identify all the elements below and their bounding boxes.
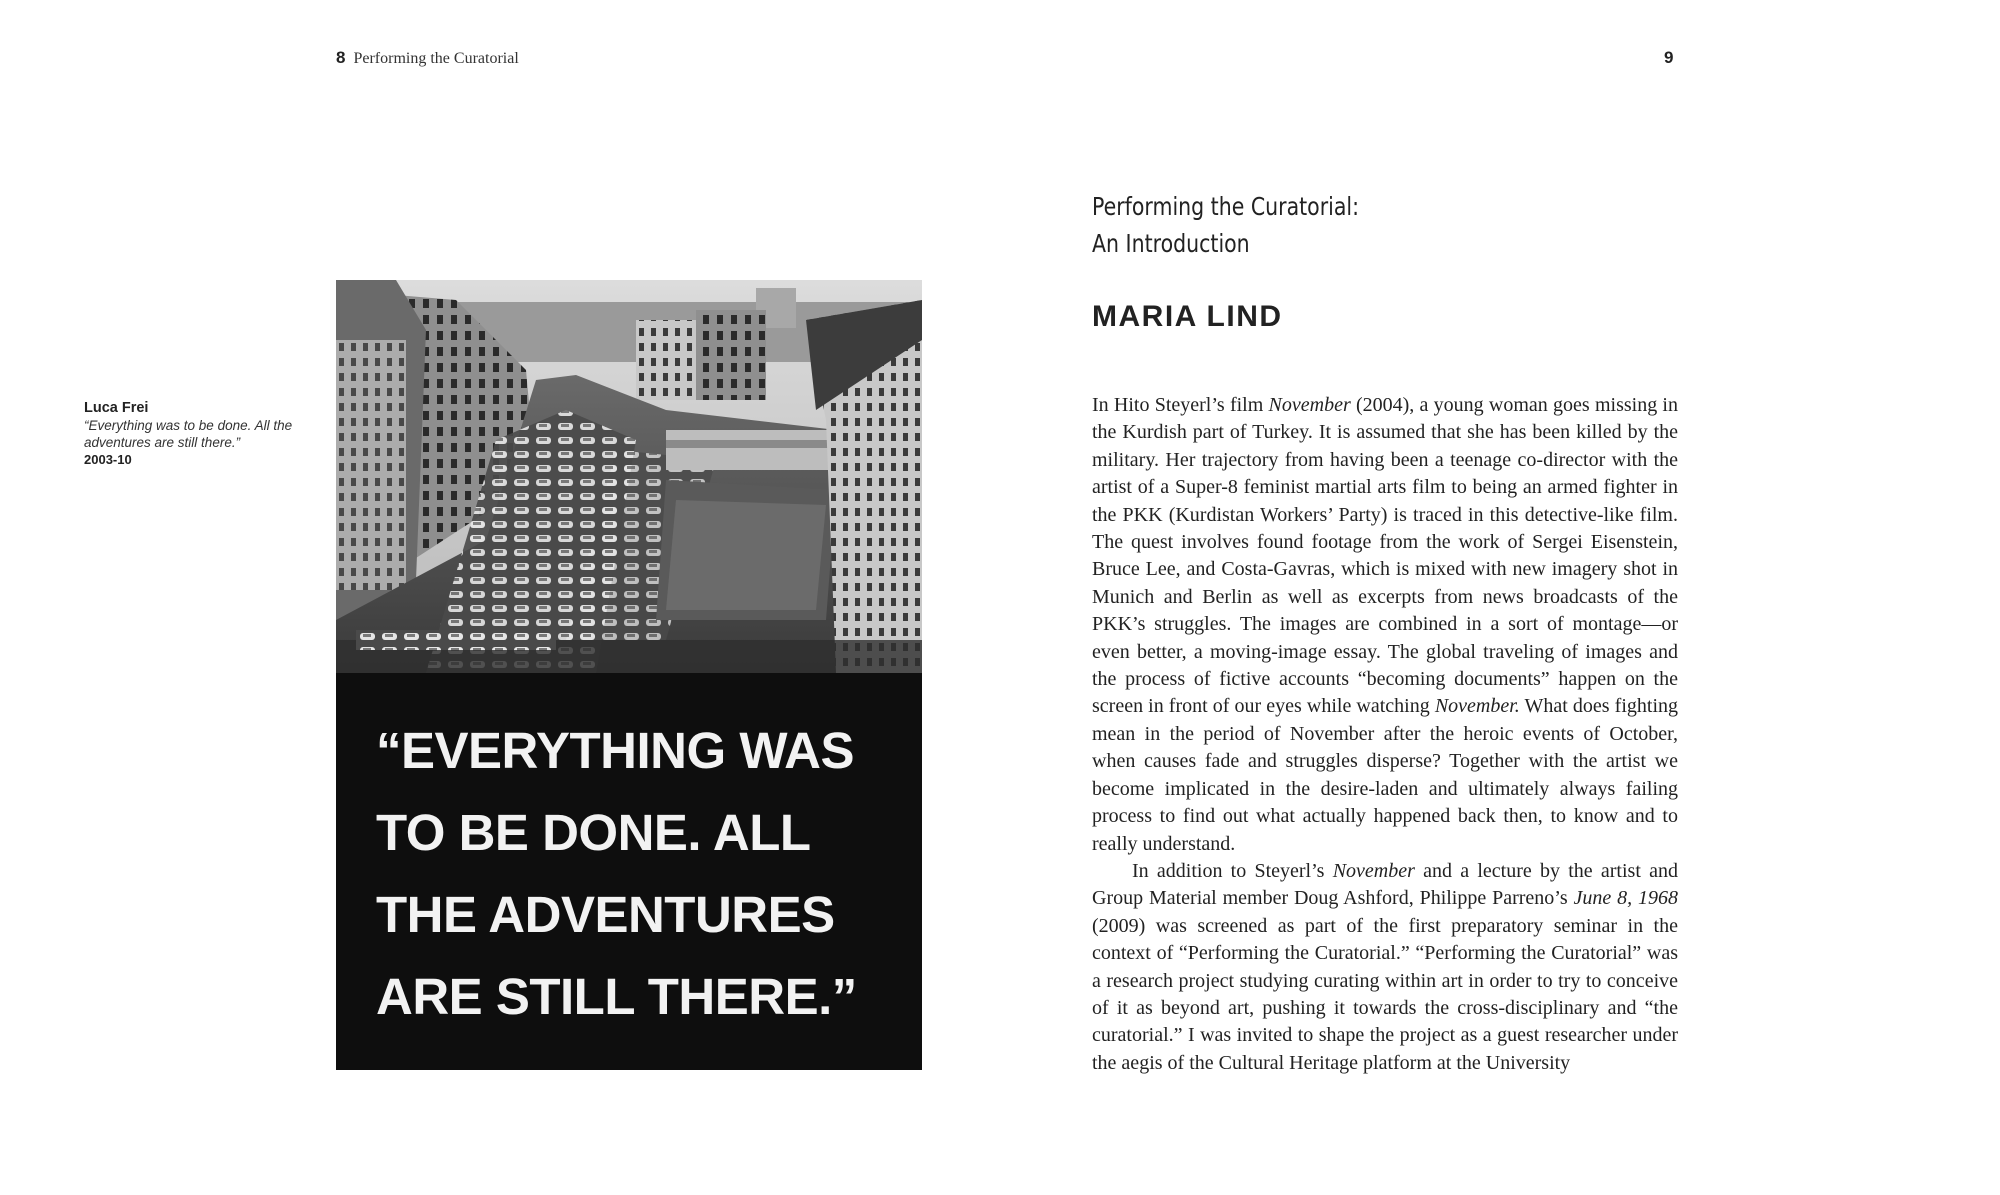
caption-artist: Luca Frei <box>84 400 149 416</box>
film-title: November <box>1268 394 1351 416</box>
body-text <box>1092 392 1678 1077</box>
running-title: Performing the Curatorial <box>353 50 519 67</box>
page-number-left: 8 <box>336 48 346 67</box>
artwork-caption <box>84 400 314 468</box>
text-run: (2009) was screened as part of the first preparatory seminar in the context of “Performing the Curatorial.” “Performing the Curatorial” was a research project studying curating within art in order to try to conceive of it as beyond art, pushing it towards the cross-disciplinary and “the curatorial.” I was invited to shape the project as a guest researcher under the aegis of the Cultural Heritage platform at the University <box>1092 914 1678 1074</box>
paragraph <box>1092 858 1678 1077</box>
artwork-image <box>336 280 922 1070</box>
text-run: (2004), a young woman goes missing in the Kurdish part of Turkey. It is assumed that she has been killed by the military. Her trajectory from having been a teenage co-director with the artist of a Super-8 feminist martial arts film to being an armed fighter in the PKK (Kurdistan Workers’ Party) is traced in this detective-like film. The quest involves found footage from the work of Sergei Eisenstein, Bruce Lee, and Costa-Gavras, which is mixed with new imagery shot in Munich and Berlin as well as excerpts from news broadcasts of the PKK’s struggles. The images are combined in a sort of montage—or even better, a moving-image essay. The global traveling of images and the process of fictive accounts “becoming documents” happen on the screen in front of our eyes while watching <box>1092 394 1678 718</box>
chapter-title-line: An Introduction <box>1092 229 1250 258</box>
quote-line: “EVERYTHING WAS <box>376 722 854 779</box>
chapter-title <box>1092 188 1359 262</box>
text-run: In Hito Steyerl’s film <box>1092 394 1269 416</box>
film-title: November <box>1332 859 1415 882</box>
film-title: June 8, 1968 <box>1573 887 1678 910</box>
quote-line: TO BE DONE. ALL <box>376 804 811 861</box>
chapter-title-line: Performing the Curatorial: <box>1092 192 1360 221</box>
street-photograph <box>336 280 922 673</box>
quote-line: THE ADVENTURES <box>376 886 835 943</box>
caption-title: “Everything was to be done. All the adventures are still there.” <box>84 418 293 450</box>
caption-years: 2003-10 <box>84 452 132 467</box>
text-run: What does fighting mean in the period of November after the heroic events of October, when causes fade and struggles disperse? Together with the artist we become implicated in the desire-laden and ultimately always failing process to find out what actually happened back then, to know and to really understand. <box>1092 695 1678 855</box>
running-head-left <box>336 48 519 68</box>
chapter-author: MARIA LIND <box>1092 300 1283 333</box>
film-title: November. <box>1434 695 1520 718</box>
text-run: In addition to Steyerl’s <box>1132 859 1333 882</box>
quote-line: ARE STILL THERE.” <box>376 968 857 1025</box>
text-run: and a lecture by the artist and Group Material member Doug Ashford, Philippe Parreno’s <box>1092 859 1678 910</box>
page-number-right: 9 <box>1664 48 1674 67</box>
artwork-quote <box>376 710 906 1038</box>
paragraph <box>1092 392 1678 858</box>
